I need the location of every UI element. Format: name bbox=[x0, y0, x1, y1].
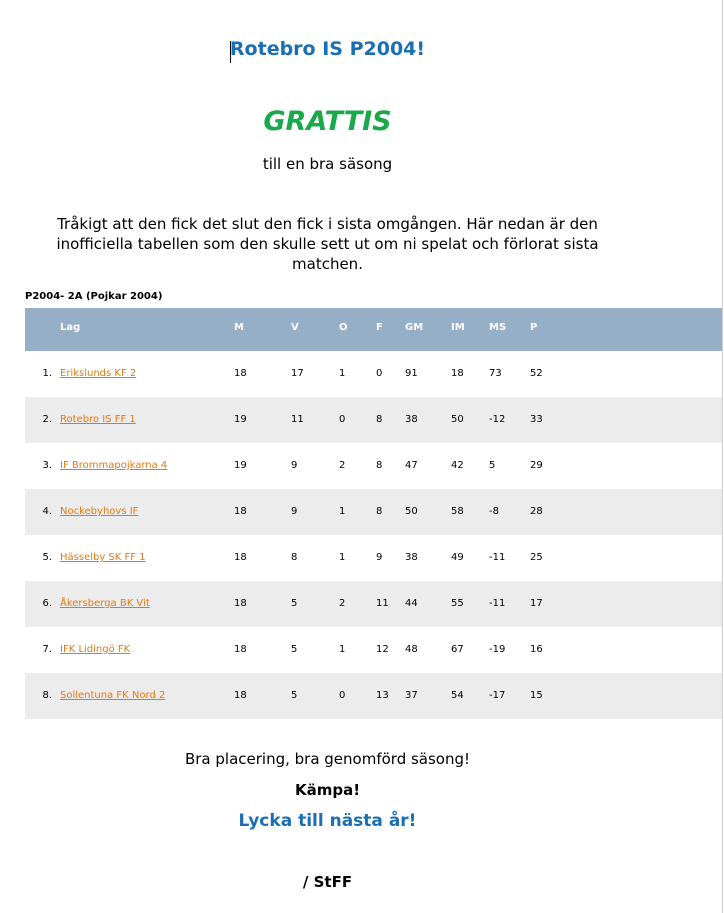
header-ms: MS bbox=[489, 322, 507, 333]
cell-im: 67 bbox=[451, 644, 464, 655]
cell-im: 50 bbox=[451, 414, 464, 425]
cell-im: 58 bbox=[451, 506, 464, 517]
table-row bbox=[25, 489, 722, 535]
page-edge-line bbox=[722, 0, 723, 913]
cell-o: 1 bbox=[339, 644, 346, 655]
cell-ms: -17 bbox=[489, 690, 506, 701]
cell-im: 18 bbox=[451, 368, 464, 379]
cell-o: 1 bbox=[339, 506, 346, 517]
cell-p: 15 bbox=[530, 690, 543, 701]
cell-o: 2 bbox=[339, 460, 346, 471]
cell-v: 9 bbox=[291, 460, 298, 471]
cell-rank: 7. bbox=[42, 644, 52, 655]
cell-rank: 6. bbox=[42, 598, 52, 609]
team-link[interactable]: Rotebro IS FF 1 bbox=[60, 414, 136, 425]
cell-rank: 5. bbox=[42, 552, 52, 563]
header-team: Lag bbox=[60, 322, 81, 333]
cell-gm: 38 bbox=[405, 414, 418, 425]
header-o: O bbox=[339, 322, 348, 333]
cell-ms: -19 bbox=[489, 644, 506, 655]
table-caption: P2004- 2A (Pojkar 2004) bbox=[25, 291, 163, 302]
header-p: P bbox=[530, 322, 538, 333]
subtitle: till en bra säsong bbox=[262, 155, 393, 173]
cell-f: 13 bbox=[376, 690, 389, 701]
cell-rank: 1. bbox=[42, 368, 52, 379]
cell-im: 49 bbox=[451, 552, 464, 563]
cell-p: 28 bbox=[530, 506, 543, 517]
closing-line: Bra placering, bra genomförd säsong! bbox=[184, 750, 471, 768]
cell-f: 12 bbox=[376, 644, 389, 655]
table-header bbox=[25, 308, 722, 351]
cell-m: 18 bbox=[234, 368, 247, 379]
table-row bbox=[25, 673, 722, 719]
cell-o: 2 bbox=[339, 598, 346, 609]
cell-v: 8 bbox=[291, 552, 298, 563]
cell-rank: 2. bbox=[42, 414, 52, 425]
cell-gm: 50 bbox=[405, 506, 418, 517]
cell-ms: 73 bbox=[489, 368, 502, 379]
closing-cheer: Kämpa! bbox=[294, 781, 361, 799]
cell-v: 5 bbox=[291, 690, 298, 701]
cell-ms: -8 bbox=[489, 506, 499, 517]
header-m: M bbox=[234, 322, 244, 333]
team-link[interactable]: Nockebyhovs IF bbox=[60, 506, 139, 517]
cell-f: 0 bbox=[376, 368, 383, 379]
cell-p: 29 bbox=[530, 460, 543, 471]
cell-m: 19 bbox=[234, 414, 247, 425]
table-row bbox=[25, 351, 722, 397]
cell-gm: 44 bbox=[405, 598, 418, 609]
cell-im: 55 bbox=[451, 598, 464, 609]
cell-gm: 37 bbox=[405, 690, 418, 701]
table-row bbox=[25, 581, 722, 627]
table-row bbox=[25, 627, 722, 673]
table-row bbox=[25, 535, 722, 581]
cell-p: 25 bbox=[530, 552, 543, 563]
cell-v: 17 bbox=[291, 368, 304, 379]
cell-ms: -11 bbox=[489, 598, 506, 609]
cell-v: 9 bbox=[291, 506, 298, 517]
cell-p: 33 bbox=[530, 414, 543, 425]
intro-paragraph: Tråkigt att den fick det slut den fick i sista omgången. Här nedan är den inofficiella tabellen som den skulle sett ut om ni spelat och förlorat sista matchen. bbox=[56, 215, 599, 273]
team-link[interactable]: IFK Lidingö FK bbox=[60, 644, 131, 655]
cell-ms: -12 bbox=[489, 414, 506, 425]
table-row bbox=[25, 443, 722, 489]
cell-f: 8 bbox=[376, 414, 383, 425]
team-link[interactable]: IF Brommapojkarna 4 bbox=[60, 460, 168, 471]
cell-p: 52 bbox=[530, 368, 543, 379]
page-title: Rotebro IS P2004! bbox=[229, 38, 426, 60]
cell-m: 18 bbox=[234, 506, 247, 517]
cell-gm: 47 bbox=[405, 460, 418, 471]
cell-v: 5 bbox=[291, 644, 298, 655]
team-link[interactable]: Erikslunds KF 2 bbox=[60, 368, 137, 379]
standings-table bbox=[25, 308, 722, 719]
cell-m: 18 bbox=[234, 552, 247, 563]
header-im: IM bbox=[451, 322, 465, 333]
cell-m: 19 bbox=[234, 460, 247, 471]
team-link[interactable]: Åkersberga BK Vit bbox=[60, 598, 150, 609]
cell-rank: 3. bbox=[42, 460, 52, 471]
cell-f: 8 bbox=[376, 506, 383, 517]
cell-v: 5 bbox=[291, 598, 298, 609]
cell-f: 8 bbox=[376, 460, 383, 471]
team-link[interactable]: Hässelby SK FF 1 bbox=[60, 552, 146, 563]
cell-im: 42 bbox=[451, 460, 464, 471]
header-f: F bbox=[376, 322, 383, 333]
congrats-heading: GRATTIS bbox=[263, 106, 392, 137]
table-body bbox=[25, 351, 722, 719]
cell-m: 18 bbox=[234, 598, 247, 609]
cell-rank: 8. bbox=[42, 690, 52, 701]
closing-wish: Lycka till nästa år! bbox=[238, 811, 417, 831]
table-row bbox=[25, 397, 722, 443]
cell-m: 18 bbox=[234, 690, 247, 701]
cell-gm: 38 bbox=[405, 552, 418, 563]
cell-o: 0 bbox=[339, 690, 346, 701]
cell-p: 17 bbox=[530, 598, 543, 609]
cell-ms: 5 bbox=[489, 460, 496, 471]
cell-o: 0 bbox=[339, 414, 346, 425]
cell-im: 54 bbox=[451, 690, 464, 701]
cell-gm: 48 bbox=[405, 644, 418, 655]
cell-p: 16 bbox=[530, 644, 543, 655]
cell-o: 1 bbox=[339, 368, 346, 379]
cell-v: 11 bbox=[291, 414, 304, 425]
team-link[interactable]: Sollentuna FK Nord 2 bbox=[60, 690, 166, 701]
cell-f: 11 bbox=[376, 598, 389, 609]
header-gm: GM bbox=[405, 322, 424, 333]
header-v: V bbox=[291, 322, 299, 333]
cell-o: 1 bbox=[339, 552, 346, 563]
cell-gm: 91 bbox=[405, 368, 418, 379]
cell-ms: -11 bbox=[489, 552, 506, 563]
cell-f: 9 bbox=[376, 552, 383, 563]
cell-m: 18 bbox=[234, 644, 247, 655]
cell-rank: 4. bbox=[42, 506, 52, 517]
signature: / StFF bbox=[302, 873, 353, 891]
